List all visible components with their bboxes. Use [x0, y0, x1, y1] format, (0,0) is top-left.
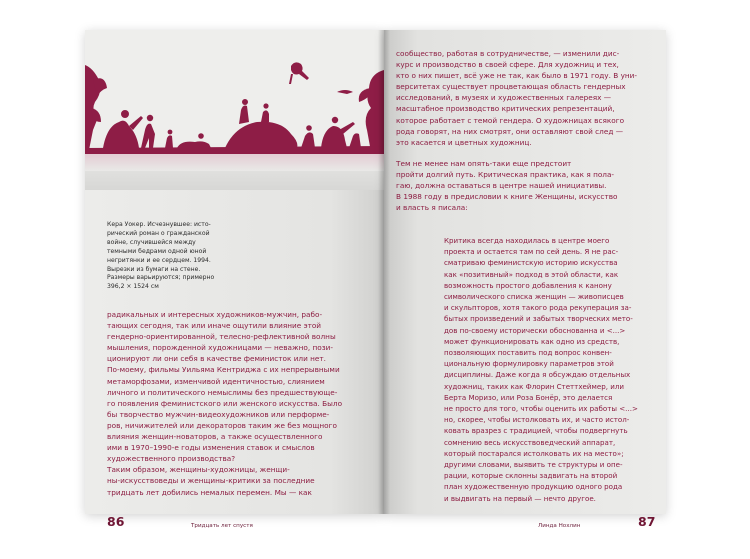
quote-line: Критика всегда находилась в центре моего: [444, 236, 610, 245]
image-caption: [107, 221, 247, 292]
left-page: [85, 30, 384, 529]
quote-line: проекта и остается там по сей день. Я не рас-: [444, 247, 619, 257]
caption-line: Кера Уокер. Исчезнувшее: исто-: [107, 221, 211, 228]
caption-line: Вырезки из бумаги на стене.: [107, 265, 201, 273]
caption-line: войне, случившейся между: [107, 238, 196, 246]
text-line: кто о них пишет, всё уже не так, как было в 1971 году. В уни-: [396, 71, 638, 81]
text-line: исследований, в музеях и художественных галереях —: [396, 93, 612, 103]
text-line: масштабное производство критических репрезентаций,: [396, 104, 615, 114]
quote-line: бытых произведений и забытых творческих мето-: [444, 314, 633, 324]
quote-line: план художественную продукцию одного рода: [444, 482, 623, 492]
page-number-right: 87: [638, 514, 656, 529]
quote-line: дов по-своему исторически обоснованна и <...>: [444, 325, 626, 335]
running-title-left: Тридцать лет спустя: [191, 523, 253, 529]
text-line: бы творчество мужчин-видеохудожников или перформе-: [107, 409, 330, 419]
text-line: ны-искусствоведы и женщины-критики за последние: [107, 476, 315, 486]
running-title-right: Линда Нохлин: [538, 523, 581, 529]
text-line: сообщество, работая в сотрудничестве, — изменили дис-: [396, 49, 620, 58]
quote-line: другими словами, выявить те структуры и опе-: [444, 460, 623, 470]
text-line: ими в 1970–1990-е годы изменения ставок и смыслов: [107, 443, 315, 453]
quote-line: позволяющих поставить под вопрос конвен-: [444, 348, 612, 358]
text-line: гаю, должна оставаться в центре нашей инициативы.: [396, 181, 607, 191]
right-page: [384, 30, 666, 529]
quote-line: как «позитивный» подход в этой области, как: [444, 269, 619, 279]
quote-line: но, скорее, чтобы истолковать их, и часто истол-: [444, 415, 630, 425]
left-body-text: [107, 309, 375, 498]
cutout-artwork-image: [85, 30, 384, 190]
quote-line: сматриваю феминистскую историю искусства: [444, 258, 618, 268]
caption-line: негритянки и ее сердцем. 1994.: [107, 256, 211, 264]
quote-line: не просто для того, чтобы оценить их работы <...>: [444, 404, 638, 414]
text-line: и власть я писала:: [396, 203, 468, 213]
quote-line: может функционировать как одно из средств,: [444, 336, 620, 346]
right-body-text-top: [396, 48, 658, 148]
text-line: рода говорят, на них смотрят, они оставляют свой след —: [396, 126, 623, 136]
text-line: гендерно-ориентированной, телесно-рефлективной волны: [107, 332, 336, 342]
quote-line: возможность простого добавления к канону: [444, 280, 612, 290]
quote-line: циональную формулировку параметров этой: [444, 359, 614, 369]
quote-line: сомнению весь искусствоведческий аппарат,: [444, 437, 616, 447]
text-line: По-моему, фильмы Уильяма Кентриджа с их непрерывными: [107, 365, 340, 375]
caption-line: рический роман о гражданской: [107, 229, 210, 237]
text-line: Таким образом, женщины-художницы, женщи-: [107, 465, 290, 475]
block-quote: [444, 235, 659, 504]
caption-line: Размеры варьируются; примерно: [107, 274, 215, 282]
silhouette-cutout: [85, 30, 384, 190]
text-line: В 1988 году в предисловии к книге Женщины, искусство: [396, 192, 618, 202]
text-line: которое работает с темой гендера. О художницах всякого: [396, 115, 625, 125]
text-line: тридцать лет добились немалых перемен. Мы — как: [107, 487, 312, 497]
quote-line: ковать вразрез с традицией, чтобы подвергнуть: [444, 426, 628, 436]
text-line: ров, ничижителей или декораторов таким же без мощного: [107, 420, 337, 430]
page-number-left: 86: [107, 514, 125, 529]
text-line: Тем не менее нам опять-таки еще предстоит: [396, 159, 572, 168]
caption-line: темными бедрами одной юной: [107, 247, 207, 255]
text-line: радикальных и интересных художников-мужчин, рабо-: [107, 310, 323, 319]
book-gutter: [378, 30, 390, 514]
quote-line: который постарался истолковать их на место»;: [444, 448, 624, 458]
text-line: курс и производство в своей сфере. Для художниц и тех,: [396, 60, 619, 70]
quote-line: и скульпторов, хотя такого рода рекуперация за-: [444, 303, 632, 313]
text-line: пройти долгий путь. Критическая практика, как я пола-: [396, 170, 615, 180]
quote-line: рации, которые склонны задвигать на второй: [444, 471, 618, 481]
text-line: художественного производства?: [107, 454, 236, 464]
text-line: го появления феминистского или женского искусства. Было: [107, 398, 343, 408]
text-line: верситетах существует процветающая область гендерных: [396, 82, 626, 92]
quote-line: художниц, таких как Флорин Стеттхеймер, или: [444, 381, 624, 391]
quote-line: дисциплины. Даже когда я обсуждаю отдельных: [444, 370, 631, 380]
quote-line: символического списка женщин — живописцев: [444, 292, 624, 302]
text-line: влияния женщин-новаторов, а также осуществленного: [107, 432, 323, 442]
quote-line: и выдвигать на первый — нечто другое.: [444, 493, 596, 503]
text-line: ционируют ли они себя в качестве феминисток или нет.: [107, 354, 326, 364]
text-line: мышления, порожденной художницами — неважно, пози-: [107, 343, 333, 353]
text-line: это касается и цветных художниц.: [396, 137, 532, 147]
caption-line: 396,2 × 1524 см: [107, 283, 159, 291]
right-body-text-middle: [396, 158, 658, 213]
text-line: личного и политического немыслимы без предшествующе-: [107, 387, 338, 397]
text-line: метаморфозами, изменчивой идентичностью, слиянием: [107, 376, 325, 386]
quote-line: Берта Моризо, или Роза Бонёр, это делается: [444, 392, 613, 402]
text-line: тающих сегодня, так или иначе ощутили влияние этой: [107, 321, 322, 331]
